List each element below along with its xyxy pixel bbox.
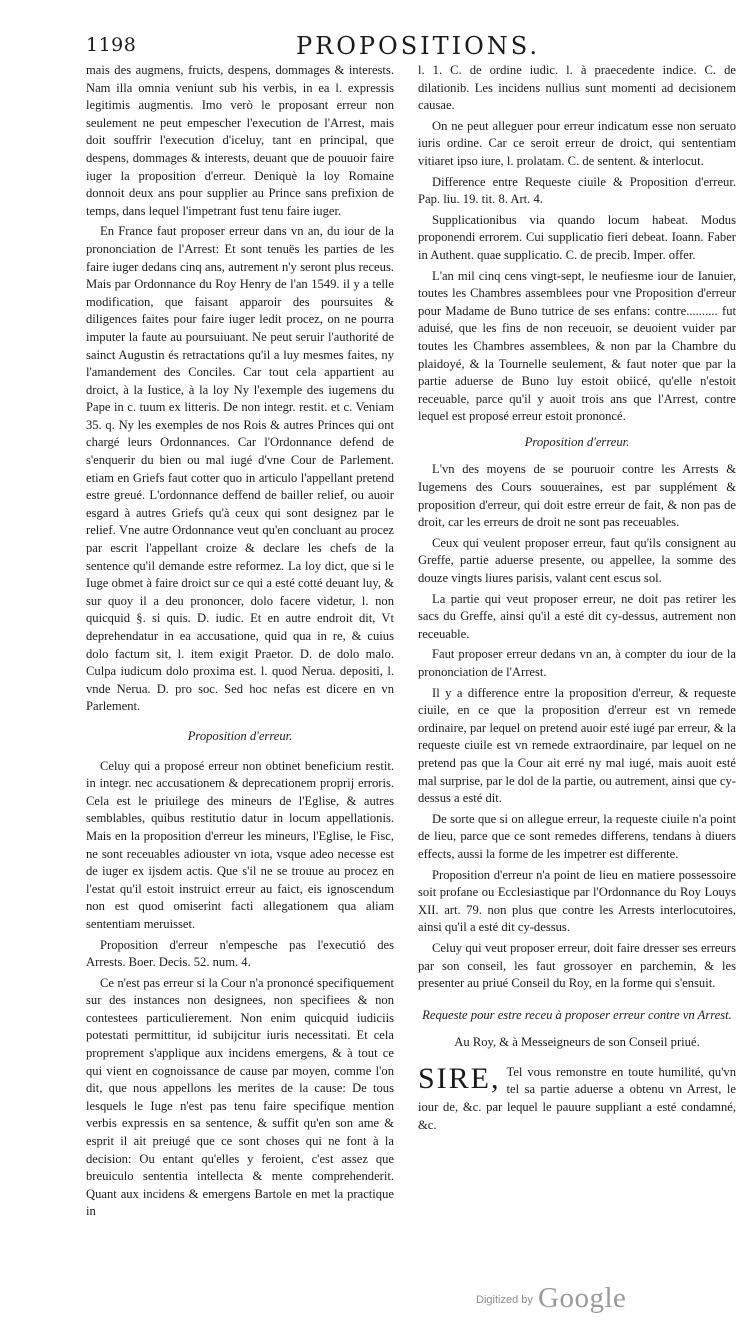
google-logo: Google [538, 1282, 627, 1314]
running-title: PROPOSITIONS. [296, 32, 541, 60]
paragraph: mais des augmens, fruicts, despens, dommages & interests. Nam illa omnia veniunt sub his verbis, in ea l. expressis legitimis augmentis. Imo verò le proposant erreur non seulement ne peut empescher l'execution de l'Arrest, mais doit souffrir l'execution d'iceluy, tant en principal, que despens, dommages & interests, deuant que de pouuoir faire iuger la proposition d'erreur. Deniquè la loy Romaine donnoit deux ans pour supplier au Prince sans prefixion de temps, dans lequel l'impetrant fust tenu faire iuger. [86, 63, 394, 218]
petition-address: Au Roy, & à Messeigneurs de son Conseil priué. [454, 1035, 700, 1050]
paragraph: Faut proposer erreur dedans vn an, à compter du iour de la prononciation de l'Arrest. [418, 647, 736, 679]
section-heading: Proposition d'erreur. [524, 434, 630, 449]
paragraph: Difference entre Requeste ciuile & Proposition d'erreur. Pap. liu. 19. tit. 8. Art. 4. [418, 174, 736, 207]
page-header [86, 30, 726, 60]
paragraph: Celuy qui a proposé erreur non obtinet beneficium restit. in integr. nec accusationem & deprecationem proprij erroris. Cela est le priuilege des mineurs de l'Eglise, & autres semblables, quibus restitutio datur in locum appellationis. Mais en la proposition d'erreur les mineurs, l'Eglise, le Fisc, ne sont receuables adiouster vn iota, vsque adeo necesse est de iuger ex ijsdem actis. Que s'il ne se trouue au procez en l'estat qu'il estoit instruict erreur au faict, eis ignoscendum non est quod omiserint facti allegationem qua aliam sententiam meruisset. [86, 758, 394, 931]
paragraph: Il y a difference entre la proposition d'erreur, & requeste ciuile, en ce que la proposition d'erreur est vn remede ordinaire, par lequel on pretend auoir esté iugé par erreur, & la requeste ciuile est vn remede extraordinaire, par lequel on ne pretend pas que la Cour ait erré ny mal iugé, mais auoit esté mal surprise, par le dol de la partie, ou autrement, ainsi que cy-dessus a esté dit. [418, 685, 736, 806]
paragraph: Proposition d'erreur n'a point de lieu en matiere possessoire soit profane ou Ecclesiastique par l'Ordonnance du Roy Louys XII. art. 79. non plus que contre les Arrests interlocutoires, ainsi qu'il a esté dit cy-dessus. [418, 867, 736, 935]
watermark-prefix: Digitized by [476, 1294, 533, 1306]
paragraph: La partie qui veut proposer erreur, ne doit pas retirer les sacs du Greffe, ainsi qu'il a esté dit cy-dessus, autrement non receuable. [418, 591, 736, 641]
paragraph: L'vn des moyens de se pouruoir contre les Arrests & Iugemens des Cours souueraines, est par supplément & proposition d'erreur, qui doit estre erreur de fait, & non pas de droit, car les erreurs de droit ne sont pas receuables. [418, 462, 736, 530]
petition-heading: Requeste pour estre receu à proposer erreur contre vn Arrest. [422, 1007, 732, 1022]
paragraph: Tel vous remonstre en toute humilité, qu'vn tel sa partie aduerse a obtenu vn Arrest, le iour de, &c. par lequel le pauure suppliant a esté condamné, &c. [418, 1064, 736, 1132]
paragraph: l. 1. C. de ordine iudic. l. à praecedente indice. C. de dilationib. Les incidens nullius sunt momenti ad decisionem causae. [418, 63, 736, 113]
section-heading: Proposition d'erreur. [187, 728, 293, 743]
digitized-watermark [476, 1282, 676, 1312]
paragraph: On ne peut alleguer pour erreur indicatum esse non seruato iuris ordine. Car ce seroit erreur de droict, qui sententiam vitiaret ipso iure, l. prolatam. C. de sentent. & interlocut. [418, 118, 736, 168]
page-number: 1198 [86, 34, 137, 56]
petition-body [418, 1061, 736, 1134]
right-column [418, 62, 736, 1137]
salutation: SIRE, [418, 1061, 501, 1095]
paragraph: Ceux qui veulent proposer erreur, faut qu'ils consignent au Greffe, partie aduerse presente, ou appellee, la somme des douze vingts liures parisis, valant cent escus sol. [418, 535, 736, 586]
paragraph: Celuy qui veut proposer erreur, doit faire dresser ses erreurs par son conseil, les faut grossoyer en parchemin, & les presenter au priué Conseil du Roy, en la forme qui s'ensuit. [418, 940, 736, 991]
paragraph: En France faut proposer erreur dans vn an, du iour de la prononciation de l'Arrest: Et sont tenuës les parties de les faire iuger dedans cinq ans, autrement n'y seront plus receus. Mais par Ordonnance du Roy Henry de l'an 1549. il y a telle modification, que faisant apparoir des poursuites & diligences faites pour faire iuger ledit procez, on ne pourra imputer la faute au poursuiuant. Ne peut seruir l'authorité de sainct Augustin és retractations qu'il a luy mesmes faites, ny l'amandement des Conciles. Car tout cela appartient au droict, à la Iustice, à la loy Ny l'exemple des iugemens du Pape in c. tuum ex litteris. De non integr. restit. et c. Veniam 35. q. Ny les exemples de nos Rois & autres Princes qui ont chargé leurs Ordonnances. Car l'Ordonnance defend de s'enquerir du bien ou mal iugé d'vne Cour de Parlement. etiam en Griefs faut cotter quo in articulo l'appellant pretend estre greué. L'ordonnance deffend de bailler relief, ou auoir esgard à autres Griefs qu'à ceux qui sont designez par le relief. Vne autre Ordonnance veut qu'en concluant au procez par escrit l'appellant croize & declare les chefs de la sentence qu'il demande estre reformez. La loy dict, que si le Iuge obmet à faire droict sur ce qui a esté cotté deuant luy, & sur quoy il a deu prononcer, dolo facere videtur, l. non quicquid §. si quis. D. iudic. Et en autre endroit dit, Vt deprehendatur in ea accusatione, quid qua in re, & cuius dolo factum sit, l. item exigit Praetor. D. de dolo malo. Culpa iudicum dolo proxima est. l. quod Nerua. depositi, l. vnde Nerua. D. pro soc. Sed hoc nefas est dicere en vn Parlement. [86, 224, 394, 714]
paragraph: De sorte que si on allegue erreur, la requeste ciuile n'a point de lieu, parce que ce sont remedes differens, tendans à diuers effects, aussi la forme de les impetrer est differente. [418, 811, 736, 861]
paragraph: Proposition d'erreur n'empesche pas l'executió des Arrests. Boer. Decis. 52. num. 4. [86, 937, 394, 970]
left-column [86, 62, 394, 1224]
paragraph: L'an mil cinq cens vingt-sept, le neufiesme iour de Ianuier, toutes les Chambres assemblees pour vne Proposition d'erreur pour Madame de Buno tutrice de ses enfans: contre.......... fut aduisé, que les fins de non receuoir, se deuoient vuider par toutes les Chambres assemblees, & non par la Chambre du plaidoyé, & la Tournelle seulement, & faut noter que par la partie aduerse de Buno luy estoit obiicé, qu'elle n'estoit receuable, parce qu'il y auoit trois ans que l'Arrest, contre lequel est proposé erreur estoit prononcé. [418, 268, 736, 424]
paragraph: Supplicationibus via quando locum habeat. Modus proponendi errorem. Cui supplicatio fieri debeat. Ioann. Faber in Authent. quae supplicatio. C. de precib. Imper. offer. [418, 212, 736, 262]
paragraph: Ce n'est pas erreur si la Cour n'a prononcé specifiquement sur des instances non designees, non specifiees & non contestees particulierement. Non enim quicquid iudiciis potestati permittitur, id subijcitur iuris necessitati. Et cela proprement s'applique aux incidens emergens, & à tout ce qui vient en cognoissance de cause par moyen, comme l'on dit, que nous appellons les merites de la cause: De tous lesquels le Iuge n'est pas tenu faire specifique mention verbis expressis en sa sentence, & suffit qu'en son ame & esprit il ait preiugé que ce sont choses qui ne font à la decision: Ou entant qu'elles y feroient, c'est assez que breuiculo sententia intellecta & mente comprehenderit. Quant aux incidens & emergens Bartole en met la practique in [86, 975, 394, 1219]
